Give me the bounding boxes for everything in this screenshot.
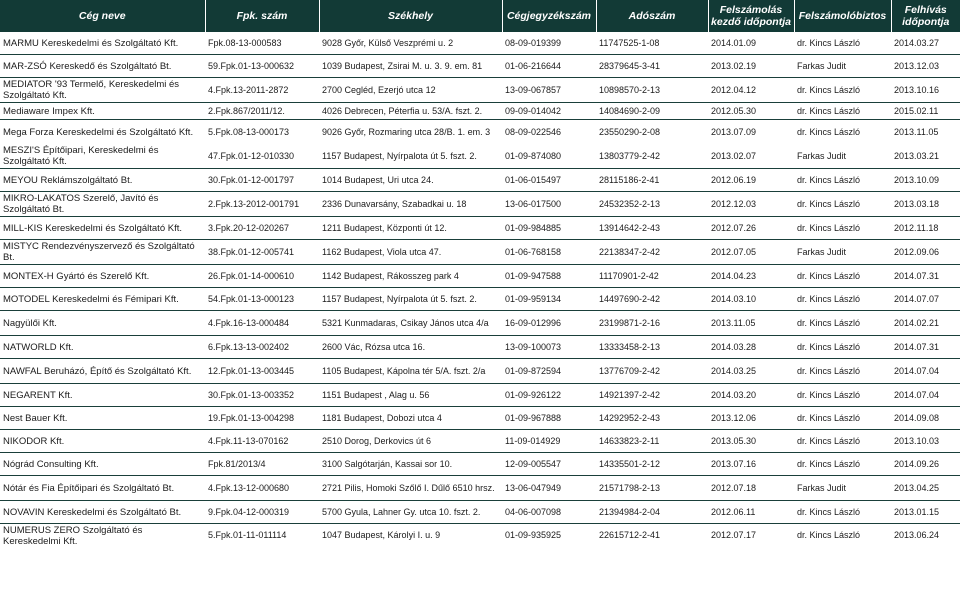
cell-trustee: dr. Kincs László bbox=[794, 311, 891, 336]
cell-address: 2721 Pilis, Homoki Szőlő I. Dűlő 6510 hrsz. bbox=[319, 476, 502, 501]
cell-notice-date: 2014.09.26 bbox=[891, 453, 960, 476]
cell-case-number: 4.Fpk.13-2011-2872 bbox=[205, 78, 319, 103]
cell-trustee: Farkas Judit bbox=[794, 240, 891, 265]
cell-registration-number: 08-09-019399 bbox=[502, 32, 596, 55]
cell-start-date: 2013.07.09 bbox=[711, 126, 757, 137]
cell-tax-number: 22615712-2-41 bbox=[599, 530, 661, 540]
table-row bbox=[0, 120, 960, 145]
cell-company-name: NUMERUS ZERO Szolgáltató és Kereskedelmi Kft. bbox=[3, 524, 143, 547]
cell-notice-date: 2014.07.04 bbox=[891, 384, 960, 407]
cell-notice-date: 2013.04.25 bbox=[891, 476, 960, 501]
cell-notice-date: 2014.09.08 bbox=[891, 407, 960, 430]
cell-tax-number: 10898570-2-13 bbox=[596, 78, 708, 103]
cell-trustee: Farkas Judit bbox=[794, 55, 891, 78]
cell-notice-date: 2014.07.31 bbox=[891, 336, 960, 359]
cell-case-number: 6.Fpk.13-13-002402 bbox=[205, 336, 319, 359]
header-row bbox=[0, 0, 960, 32]
table-row bbox=[0, 524, 960, 548]
cell-registration-number: 04-06-007098 bbox=[502, 501, 596, 524]
cell-case-number: 5.Fpk.08-13-000173 bbox=[208, 126, 290, 137]
cell-start-date: 2012.07.18 bbox=[708, 476, 794, 501]
cell-registration-number: 12-09-005547 bbox=[502, 453, 596, 476]
cell-tax-number: 11170901-2-42 bbox=[596, 265, 708, 288]
cell-trustee: dr. Kincs László bbox=[794, 407, 891, 430]
cell-start-date: 2012.06.19 bbox=[708, 169, 794, 192]
cell-address: 1157 Budapest, Nyírpalota út 5. fszt. 2. bbox=[319, 144, 502, 169]
cell-registration-number: 13-06-047949 bbox=[502, 476, 596, 501]
cell-case-number: 2.Fpk.867/2011/12. bbox=[205, 103, 319, 120]
cell-trustee: dr. Kincs László bbox=[797, 530, 861, 540]
cell-address: 1039 Budapest, Zsirai M. u. 3. 9. em. 81 bbox=[319, 55, 502, 78]
header-tax-number: Adószám bbox=[596, 0, 708, 32]
cell-company-name: NEGARENT Kft. bbox=[0, 384, 205, 407]
cell-address: 5700 Gyula, Lahner Gy. utca 10. fszt. 2. bbox=[319, 501, 502, 524]
cell-case-number: 4.Fpk.16-13-000484 bbox=[205, 311, 319, 336]
cell-tax-number: 11747525-1-08 bbox=[596, 32, 708, 55]
cell-tax-number: 13333458-2-13 bbox=[596, 336, 708, 359]
table-row bbox=[0, 430, 960, 453]
cell-case-number: Fpk.81/2013/4 bbox=[205, 453, 319, 476]
cell-notice-date: 2013.06.24 bbox=[894, 530, 940, 540]
cell-company-name: NOVAVIN Kereskedelmi és Szolgáltató Bt. bbox=[0, 501, 205, 524]
cell-start-date: 2012.12.03 bbox=[708, 192, 794, 217]
cell-notice-date: 2012.09.06 bbox=[891, 240, 960, 265]
cell-trustee: dr. Kincs László bbox=[794, 288, 891, 311]
cell-tax-number: 14497690-2-42 bbox=[596, 288, 708, 311]
cell-registration-number: 13-09-067857 bbox=[502, 78, 596, 103]
cell-case-number: 12.Fpk.01-13-003445 bbox=[205, 359, 319, 384]
cell-notice-date: 2013.03.18 bbox=[891, 192, 960, 217]
cell-start-date: 2013.12.06 bbox=[708, 407, 794, 430]
cell-tax-number: 23199871-2-16 bbox=[596, 311, 708, 336]
header-trustee: Felszámolóbiztos bbox=[794, 0, 891, 32]
cell-start-date: 2012.05.30 bbox=[708, 103, 794, 120]
cell-address: 3100 Salgótarján, Kassai sor 10. bbox=[319, 453, 502, 476]
cell-start-date: 2013.05.30 bbox=[708, 430, 794, 453]
cell-start-date: 2014.04.23 bbox=[708, 265, 794, 288]
cell-notice-date: 2015.02.11 bbox=[891, 103, 960, 120]
table-row bbox=[0, 169, 960, 192]
cell-address: 4026 Debrecen, Péterfia u. 53/A. fszt. 2. bbox=[319, 103, 502, 120]
cell-registration-number: 01-06-768158 bbox=[502, 240, 596, 265]
cell-notice-date: 2013.10.03 bbox=[891, 430, 960, 453]
cell-notice-date: 2013.12.03 bbox=[891, 55, 960, 78]
cell-notice-date: 2013.10.16 bbox=[891, 78, 960, 103]
cell-company-name: Nest Bauer Kft. bbox=[0, 407, 205, 430]
cell-address: 1105 Budapest, Kápolna tér 5/A. fszt. 2/a bbox=[319, 359, 502, 384]
header-address: Székhely bbox=[319, 0, 502, 32]
cell-case-number: 3.Fpk.20-12-020267 bbox=[205, 217, 319, 240]
cell-case-number: 54.Fpk.01-13-000123 bbox=[205, 288, 319, 311]
cell-registration-number: 01-09-947588 bbox=[502, 265, 596, 288]
table-row bbox=[0, 407, 960, 430]
cell-company-name: MILL-KIS Kereskedelmi és Szolgáltató Kft. bbox=[0, 217, 205, 240]
cell-company-name: MIKRO-LAKATOS Szerelő, Javító és Szolgáltató Bt. bbox=[0, 192, 205, 217]
cell-case-number: 47.Fpk.01-12-010330 bbox=[205, 144, 319, 169]
table-row bbox=[0, 476, 960, 501]
cell-notice-date: 2013.11.05 bbox=[894, 126, 939, 137]
cell-case-number: Fpk.08-13-000583 bbox=[205, 32, 319, 55]
cell-address: 5321 Kunmadaras, Csikay János utca 4/a bbox=[319, 311, 502, 336]
cell-trustee: dr. Kincs László bbox=[794, 78, 891, 103]
cell-trustee: dr. Kincs László bbox=[794, 32, 891, 55]
cell-address: 1157 Budapest, Nyírpalota út 5. fszt. 2. bbox=[319, 288, 502, 311]
cell-trustee: dr. Kincs László bbox=[794, 103, 891, 120]
cell-company-name: MONTEX-H Gyártó és Szerelő Kft. bbox=[0, 265, 205, 288]
cell-notice-date: 2014.02.21 bbox=[891, 311, 960, 336]
cell-tax-number: 13803779-2-42 bbox=[596, 144, 708, 169]
cell-notice-date: 2014.07.31 bbox=[891, 265, 960, 288]
cell-registration-number: 01-09-935925 bbox=[505, 530, 562, 540]
table-row bbox=[0, 384, 960, 407]
cell-registration-number: 01-09-959134 bbox=[502, 288, 596, 311]
cell-company-name: Nógrád Consulting Kft. bbox=[0, 453, 205, 476]
cell-trustee: dr. Kincs László bbox=[794, 169, 891, 192]
table-body bbox=[0, 32, 960, 547]
table-row bbox=[0, 32, 960, 55]
cell-registration-number: 01-09-874080 bbox=[502, 144, 596, 169]
cell-notice-date: 2014.07.04 bbox=[891, 359, 960, 384]
cell-tax-number: 28115186-2-41 bbox=[596, 169, 708, 192]
cell-tax-number: 23550290-2-08 bbox=[599, 126, 661, 137]
cell-case-number: 4.Fpk.11-13-070162 bbox=[205, 430, 319, 453]
cell-company-name: MEYOU Reklámszolgáltató Bt. bbox=[0, 169, 205, 192]
cell-registration-number: 01-09-967888 bbox=[502, 407, 596, 430]
cell-case-number: 5.Fpk.01-11-011114 bbox=[208, 530, 287, 540]
cell-address: 1047 Budapest, Károlyi I. u. 9 bbox=[322, 530, 441, 540]
cell-trustee: dr. Kincs László bbox=[794, 501, 891, 524]
cell-registration-number: 11-09-014929 bbox=[502, 430, 596, 453]
cell-address: 2336 Dunavarsány, Szabadkai u. 18 bbox=[319, 192, 502, 217]
cell-tax-number: 21394984-2-04 bbox=[596, 501, 708, 524]
cell-address: 1151 Budapest , Alag u. 56 bbox=[319, 384, 502, 407]
cell-case-number: 30.Fpk.01-12-001797 bbox=[205, 169, 319, 192]
cell-start-date: 2013.02.19 bbox=[708, 55, 794, 78]
cell-tax-number: 22138347-2-42 bbox=[596, 240, 708, 265]
cell-tax-number: 14633823-2-11 bbox=[596, 430, 708, 453]
cell-case-number: 30.Fpk.01-13-003352 bbox=[205, 384, 319, 407]
cell-company-name: Mega Forza Kereskedelmi és Szolgáltató Kft. bbox=[3, 126, 194, 138]
cell-address: 1181 Budapest, Dobozi utca 4 bbox=[319, 407, 502, 430]
cell-start-date: 2012.07.17 bbox=[711, 530, 757, 540]
cell-registration-number: 01-06-216644 bbox=[502, 55, 596, 78]
cell-case-number: 59.Fpk.01-13-000632 bbox=[205, 55, 319, 78]
header-notice-date: Felhívás időpontja bbox=[891, 0, 960, 32]
cell-start-date: 2014.03.20 bbox=[708, 384, 794, 407]
cell-trustee: dr. Kincs László bbox=[794, 192, 891, 217]
table-row bbox=[0, 55, 960, 78]
cell-company-name: Nótár és Fia Építőipari és Szolgáltató Bt. bbox=[0, 476, 205, 501]
cell-notice-date: 2013.03.21 bbox=[891, 144, 960, 169]
cell-registration-number: 01-06-015497 bbox=[502, 169, 596, 192]
cell-address: 9026 Győr, Rozmaring utca 28/B. 1. em. 3 bbox=[322, 126, 491, 137]
cell-trustee: Farkas Judit bbox=[794, 144, 891, 169]
cell-company-name: MAR-ZSÓ Kereskedő és Szolgáltató Bt. bbox=[0, 55, 205, 78]
cell-start-date: 2013.07.16 bbox=[708, 453, 794, 476]
cell-address: 9028 Győr, Külső Veszprémi u. 2 bbox=[319, 32, 502, 55]
table-row bbox=[0, 311, 960, 336]
cell-registration-number: 01-09-872594 bbox=[502, 359, 596, 384]
cell-trustee: dr. Kincs László bbox=[797, 126, 861, 137]
table-row bbox=[0, 288, 960, 311]
header-start-date: Felszámolás kezdő időpontja bbox=[708, 0, 794, 32]
cell-company-name: MARMU Kereskedelmi és Szolgáltató Kft. bbox=[0, 32, 205, 55]
cell-notice-date: 2012.11.18 bbox=[891, 217, 960, 240]
table-row bbox=[0, 144, 960, 169]
table-row bbox=[0, 192, 960, 217]
cell-case-number: 26.Fpk.01-14-000610 bbox=[205, 265, 319, 288]
cell-trustee: dr. Kincs László bbox=[794, 430, 891, 453]
cell-case-number: 2.Fpk.13-2012-001791 bbox=[205, 192, 319, 217]
cell-case-number: 38.Fpk.01-12-005741 bbox=[205, 240, 319, 265]
table-row bbox=[0, 501, 960, 524]
cell-tax-number: 24532352-2-13 bbox=[596, 192, 708, 217]
cell-start-date: 2012.07.26 bbox=[708, 217, 794, 240]
cell-registration-number: 01-09-984885 bbox=[502, 217, 596, 240]
header-company-name: Cég neve bbox=[0, 0, 205, 32]
cell-start-date: 2014.03.10 bbox=[708, 288, 794, 311]
cell-start-date: 2014.03.28 bbox=[708, 336, 794, 359]
cell-registration-number: 13-09-100073 bbox=[502, 336, 596, 359]
cell-trustee: dr. Kincs László bbox=[794, 384, 891, 407]
cell-company-name: NATWORLD Kft. bbox=[0, 336, 205, 359]
cell-tax-number: 13914642-2-43 bbox=[596, 217, 708, 240]
cell-tax-number: 14084690-2-09 bbox=[596, 103, 708, 120]
cell-notice-date: 2014.07.07 bbox=[891, 288, 960, 311]
cell-company-name: MESZI'S Építőipari, Kereskedelmi és Szolgáltató Kft. bbox=[0, 144, 205, 169]
cell-registration-number: 16-09-012996 bbox=[502, 311, 596, 336]
cell-company-name: Mediaware Impex Kft. bbox=[0, 103, 205, 120]
cell-start-date: 2012.04.12 bbox=[708, 78, 794, 103]
cell-company-name: MEDIATOR '93 Termelő, Kereskedelmi és Szolgáltató Kft. bbox=[0, 78, 205, 103]
cell-address: 2700 Cegléd, Ezerjó utca 12 bbox=[319, 78, 502, 103]
cell-tax-number: 14335501-2-12 bbox=[596, 453, 708, 476]
cell-start-date: 2013.02.07 bbox=[708, 144, 794, 169]
cell-address: 2510 Dorog, Derkovics út 6 bbox=[319, 430, 502, 453]
cell-start-date: 2012.06.11 bbox=[708, 501, 794, 524]
cell-trustee: dr. Kincs László bbox=[794, 336, 891, 359]
table-row bbox=[0, 453, 960, 476]
table-row bbox=[0, 336, 960, 359]
cell-tax-number: 14292952-2-43 bbox=[596, 407, 708, 430]
cell-start-date: 2014.03.25 bbox=[708, 359, 794, 384]
cell-case-number: 19.Fpk.01-13-004298 bbox=[205, 407, 319, 430]
cell-address: 2600 Vác, Rózsa utca 16. bbox=[319, 336, 502, 359]
cell-trustee: dr. Kincs László bbox=[794, 217, 891, 240]
table-row bbox=[0, 359, 960, 384]
cell-start-date: 2014.01.09 bbox=[708, 32, 794, 55]
header-registration-number: Cégjegyzékszám bbox=[502, 0, 596, 32]
cell-address: 1142 Budapest, Rákosszeg park 4 bbox=[319, 265, 502, 288]
cell-notice-date: 2014.03.27 bbox=[891, 32, 960, 55]
cell-company-name: MISTYC Rendezvényszervező és Szolgáltató Bt. bbox=[0, 240, 205, 265]
cell-start-date: 2012.07.05 bbox=[708, 240, 794, 265]
cell-address: 1014 Budapest, Uri utca 24. bbox=[319, 169, 502, 192]
cell-address: 1162 Budapest, Viola utca 47. bbox=[319, 240, 502, 265]
cell-registration-number: 13-06-017500 bbox=[502, 192, 596, 217]
header-case-number: Fpk. szám bbox=[205, 0, 319, 32]
table-row bbox=[0, 265, 960, 288]
cell-case-number: 9.Fpk.04-12-000319 bbox=[205, 501, 319, 524]
cell-trustee: dr. Kincs László bbox=[794, 265, 891, 288]
table-row bbox=[0, 217, 960, 240]
cell-registration-number: 01-09-926122 bbox=[502, 384, 596, 407]
cell-registration-number: 09-09-014042 bbox=[502, 103, 596, 120]
cell-company-name: Nagyülői Kft. bbox=[0, 311, 205, 336]
cell-address: 1211 Budapest, Központi út 12. bbox=[319, 217, 502, 240]
cell-company-name: NIKODOR Kft. bbox=[0, 430, 205, 453]
cell-tax-number: 13776709-2-42 bbox=[596, 359, 708, 384]
cell-notice-date: 2013.01.15 bbox=[891, 501, 960, 524]
cell-registration-number: 08-09-022546 bbox=[505, 126, 562, 137]
cell-company-name: NAWFAL Beruházó, Építő és Szolgáltató Kft. bbox=[0, 359, 205, 384]
cell-tax-number: 14921397-2-42 bbox=[596, 384, 708, 407]
cell-trustee: dr. Kincs László bbox=[794, 359, 891, 384]
cell-trustee: Farkas Judit bbox=[794, 476, 891, 501]
cell-company-name: MOTODEL Kereskedelmi és Fémipari Kft. bbox=[0, 288, 205, 311]
table-row bbox=[0, 240, 960, 265]
cell-notice-date: 2013.10.09 bbox=[891, 169, 960, 192]
cell-trustee: dr. Kincs László bbox=[794, 453, 891, 476]
table-row bbox=[0, 78, 960, 103]
table-row bbox=[0, 103, 960, 120]
cell-tax-number: 28379645-3-41 bbox=[596, 55, 708, 78]
cell-tax-number: 21571798-2-13 bbox=[596, 476, 708, 501]
cell-case-number: 4.Fpk.13-12-000680 bbox=[205, 476, 319, 501]
cell-start-date: 2013.11.05 bbox=[708, 311, 794, 336]
